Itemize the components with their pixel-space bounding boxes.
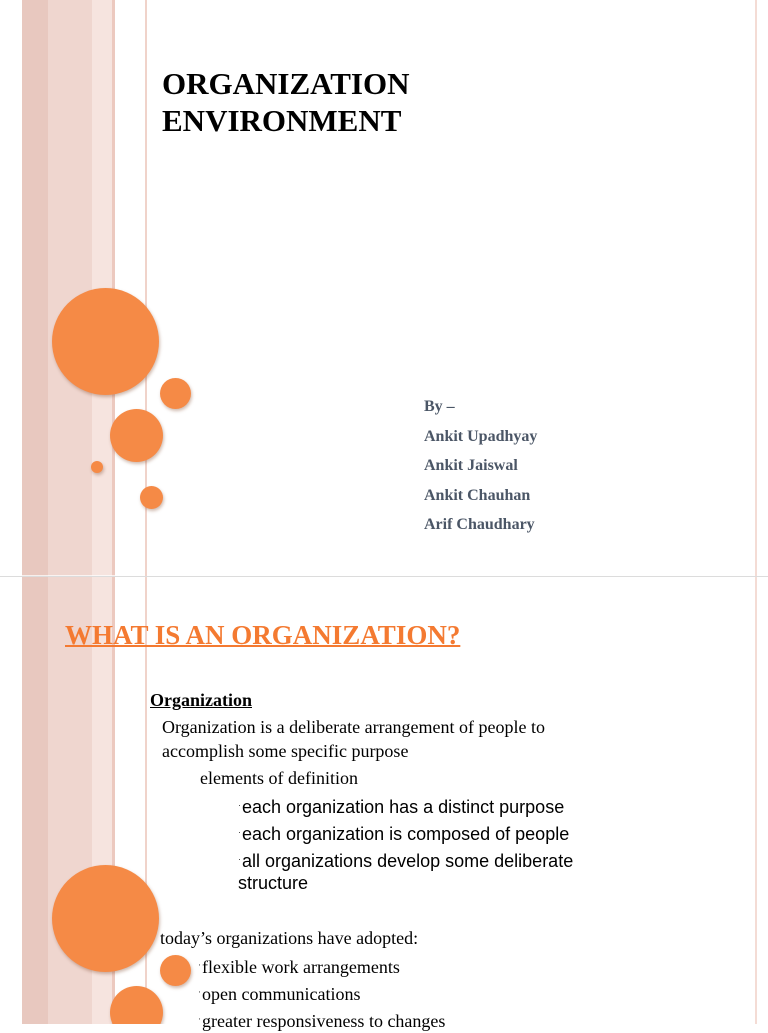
element-item: [238, 820, 569, 846]
definition-line: Organization is a deliberate arrangement of people to: [162, 717, 546, 737]
bullet-icon: ·: [238, 800, 241, 810]
by-label: By –: [424, 398, 455, 415]
definition-line: accomplish some specific purpose: [162, 741, 409, 761]
element-text: each organization has a distinct purpose: [242, 797, 565, 817]
slide-title: [162, 65, 409, 139]
decorative-stripe: [755, 577, 757, 1024]
decorative-stripe: [48, 0, 92, 576]
author-name: Ankit Jaiswal: [424, 457, 518, 474]
adopted-item: [198, 1007, 445, 1033]
bullet-icon: ·: [198, 987, 201, 997]
orange-circle-decoration: [52, 288, 159, 395]
adopted-item: [198, 980, 360, 1006]
orange-circle-decoration: [140, 486, 163, 509]
orange-circle-decoration: [110, 986, 163, 1024]
orange-circle-decoration: [91, 461, 103, 473]
element-text: all organizations develop some deliberate: [242, 851, 574, 871]
elements-label: elements of definition: [200, 768, 358, 788]
author-name: Arif Chaudhary: [424, 516, 535, 533]
bullet-icon: ·: [238, 827, 241, 837]
element-item: [238, 847, 573, 873]
bullet-icon: ·: [198, 1014, 201, 1024]
slide-heading: WHAT IS AN ORGANIZATION?: [65, 620, 461, 650]
author-name: Ankit Upadhyay: [424, 427, 538, 445]
decorative-stripe: [22, 577, 48, 1024]
section-subheading: Organization: [150, 690, 252, 710]
orange-circle-decoration: [160, 955, 191, 986]
element-item-continuation: structure: [238, 873, 309, 893]
adopted-text: greater responsiveness to changes: [202, 1011, 446, 1031]
orange-circle-decoration: [110, 409, 163, 462]
author-list: [424, 396, 537, 544]
adopted-label: today’s organizations have adopted:: [160, 928, 419, 948]
decorative-stripe: [755, 0, 757, 576]
adopted-text: open communications: [202, 984, 361, 1004]
bullet-icon: ·: [238, 854, 241, 864]
adopted-item: [198, 953, 400, 979]
bullet-icon: ·: [198, 960, 201, 970]
element-text: each organization is composed of people: [242, 824, 570, 844]
orange-circle-decoration: [160, 378, 191, 409]
decorative-stripe: [22, 0, 48, 576]
adopted-text: flexible work arrangements: [202, 957, 400, 977]
element-item: [238, 793, 564, 819]
slide-title-line: ORGANIZATION: [162, 66, 410, 101]
orange-circle-decoration: [52, 865, 159, 972]
slide-title-line: ENVIRONMENT: [162, 103, 402, 138]
author-name: Ankit Chauhan: [424, 486, 531, 504]
